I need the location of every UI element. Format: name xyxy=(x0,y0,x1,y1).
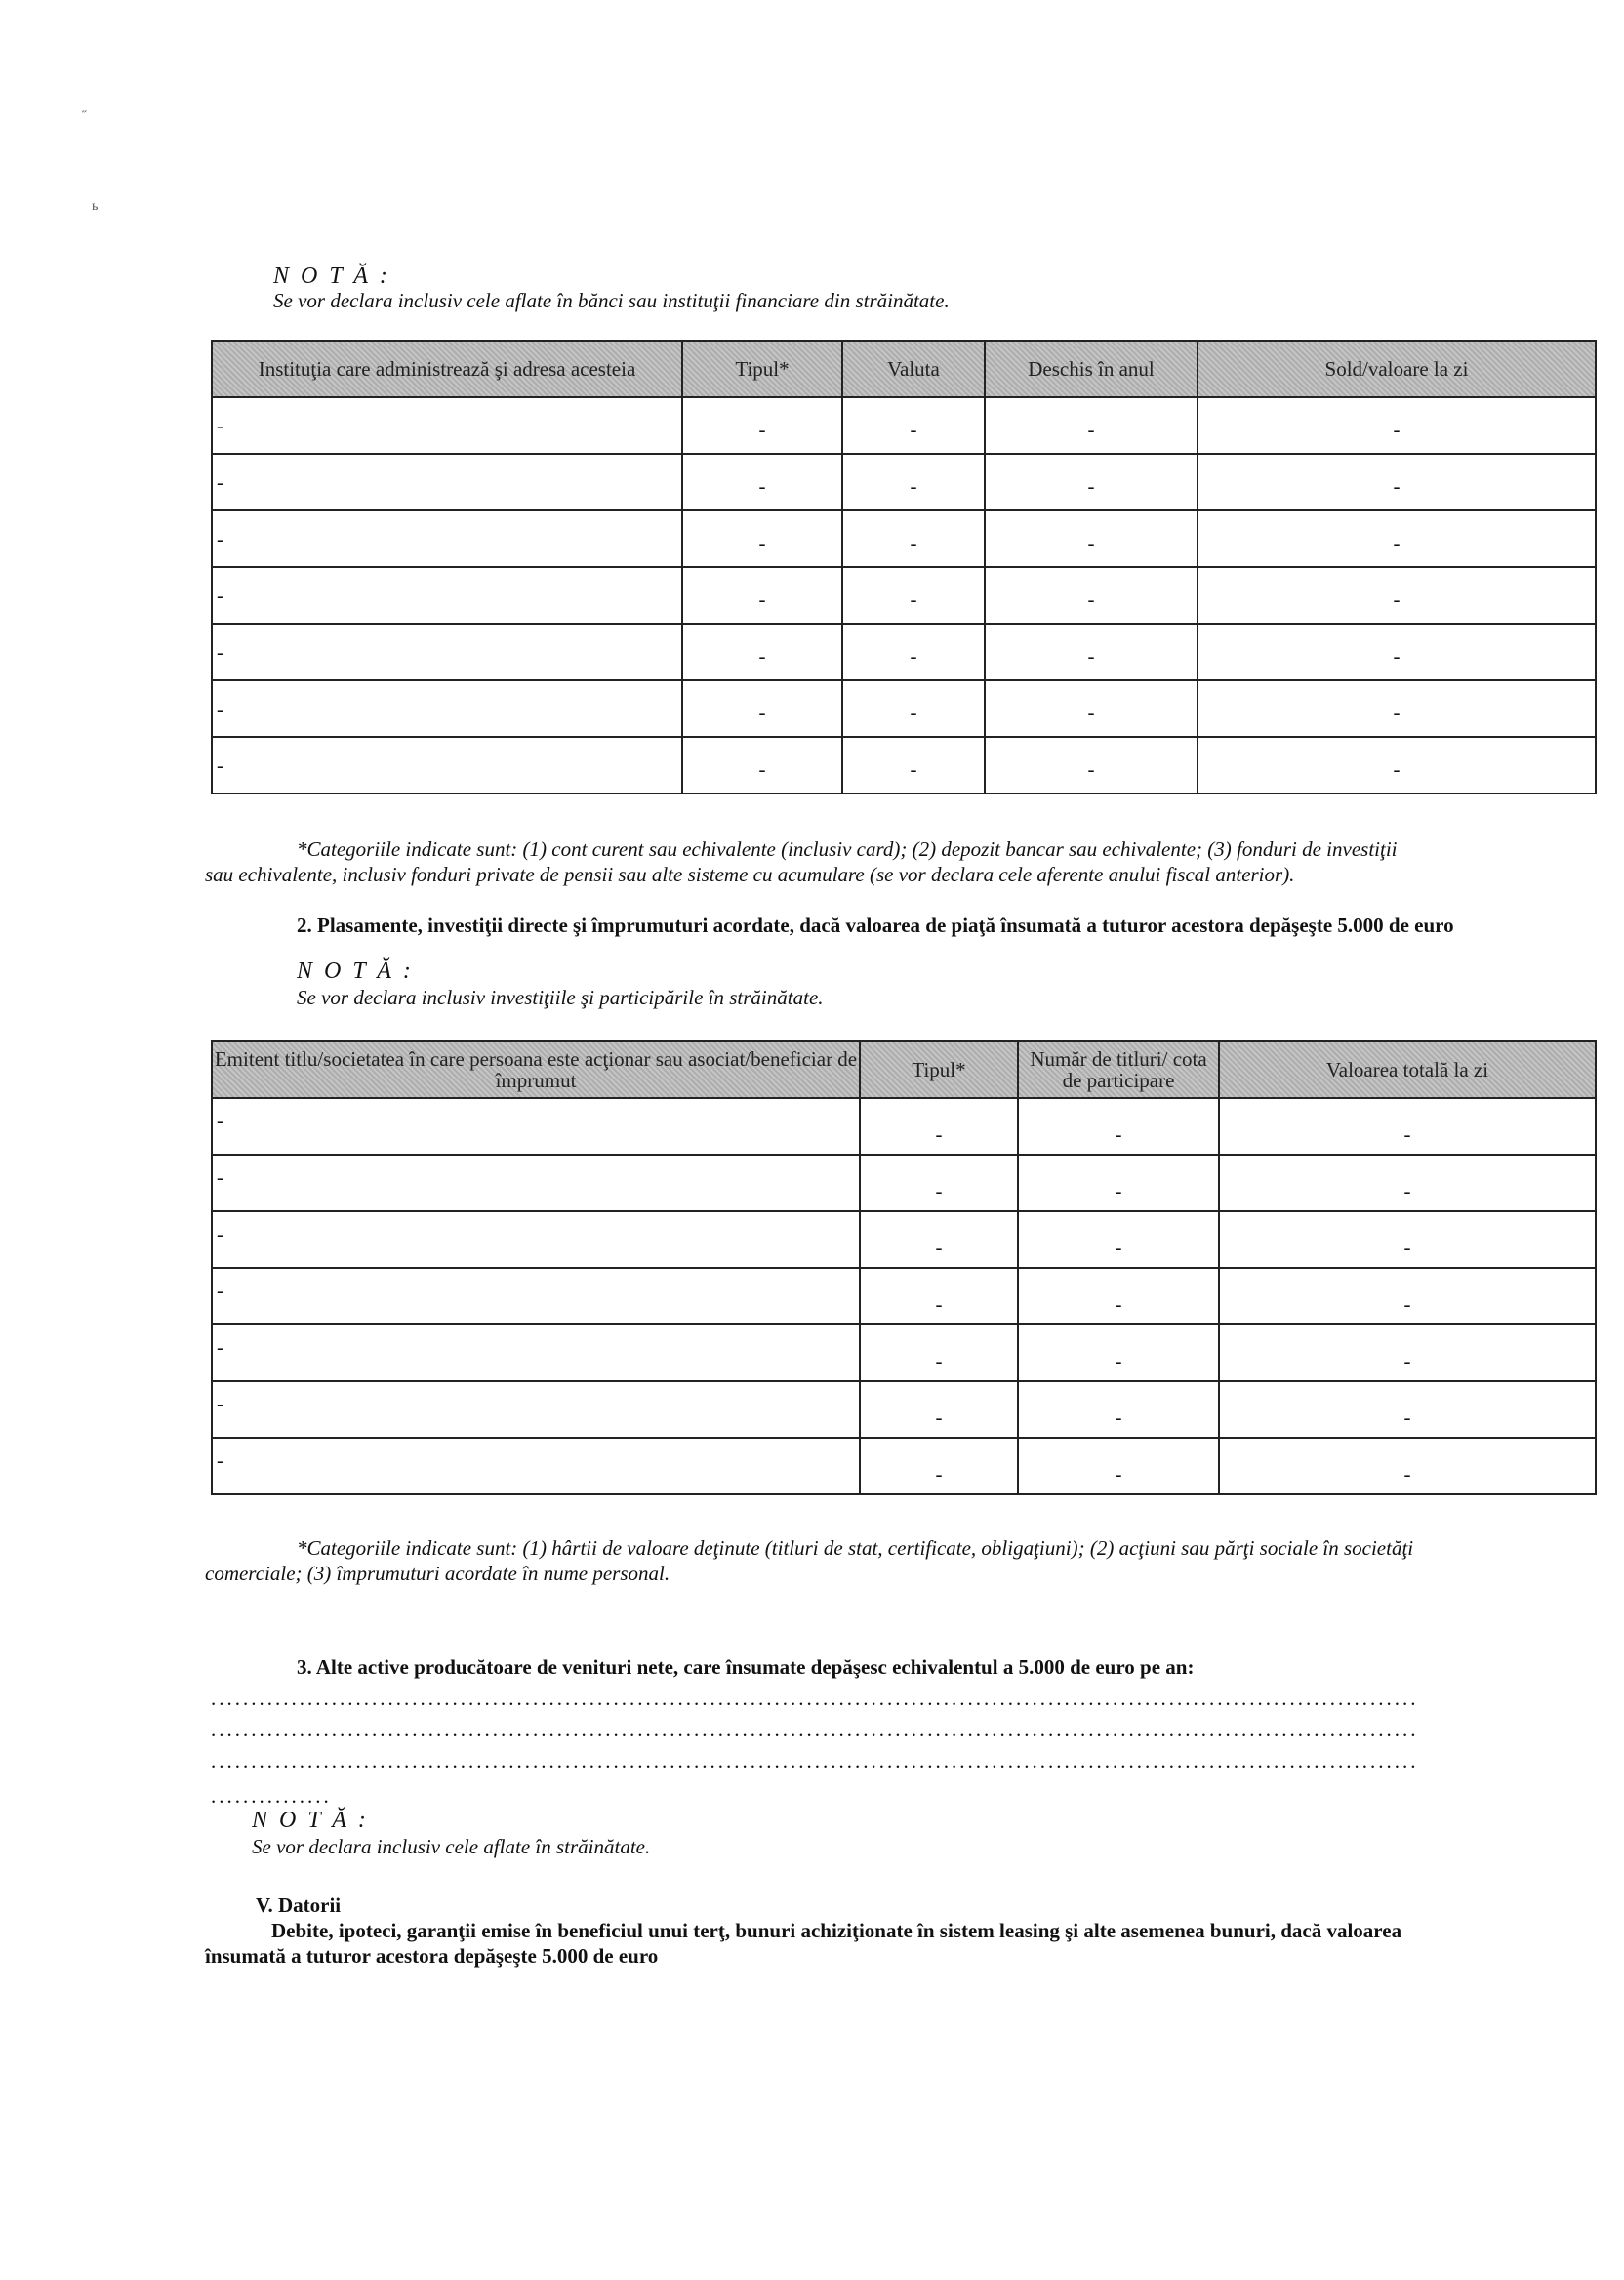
table-cell: - xyxy=(758,701,766,724)
table-cell: - xyxy=(1087,531,1095,554)
table-cell: - xyxy=(1087,701,1095,724)
table-cell: - xyxy=(217,1392,223,1415)
table-row xyxy=(212,567,1596,624)
table-row xyxy=(212,1098,1596,1155)
table-cell: - xyxy=(217,584,223,607)
table-cell: - xyxy=(910,644,917,668)
table-cell: - xyxy=(1403,1179,1411,1202)
dotted-line: ...................................................................................................................................................... xyxy=(211,1687,1419,1710)
table-cell: - xyxy=(217,470,223,494)
table-cell: - xyxy=(1115,1236,1122,1259)
margin-mark: ь xyxy=(92,199,99,214)
table-cell: - xyxy=(1115,1292,1122,1316)
table-cell: - xyxy=(1087,757,1095,781)
table-row xyxy=(212,454,1596,510)
note-title: N O T Ă : xyxy=(297,958,414,984)
bank-accounts-table xyxy=(211,340,1597,794)
dotted-line: ...................................................................................................................................................... xyxy=(211,1749,1419,1772)
table-cell: - xyxy=(1393,531,1401,554)
column-header: Instituţia care administrează şi adresa acesteia xyxy=(212,341,682,397)
table-cell: - xyxy=(758,588,766,611)
footnote: sau echivalente, inclusiv fonduri private de pensii sau alte sisteme cu acumulare (se vor declara cele aferente anului fiscal anterior). xyxy=(205,863,1295,886)
table-cell: - xyxy=(758,474,766,498)
table-cell: - xyxy=(217,640,223,664)
table-cell: - xyxy=(1115,1405,1122,1429)
table-row xyxy=(212,1268,1596,1324)
note-text: Se vor declara inclusiv cele aflate în bănci sau instituţii financiare din străinătate. xyxy=(273,289,950,312)
table-cell: - xyxy=(217,753,223,777)
table-cell: - xyxy=(217,1335,223,1359)
table-cell: - xyxy=(1087,474,1095,498)
column-header: Deschis în anul xyxy=(985,341,1198,397)
dotted-line: ............... xyxy=(211,1784,332,1808)
table-cell: - xyxy=(1403,1292,1411,1316)
table-cell: - xyxy=(935,1292,943,1316)
table-cell: - xyxy=(910,474,917,498)
column-header: Sold/valoare la zi xyxy=(1198,341,1596,397)
table-cell: - xyxy=(1403,1462,1411,1486)
table-row xyxy=(212,510,1596,567)
table-cell: - xyxy=(935,1122,943,1146)
table-row xyxy=(212,680,1596,737)
note-text: Se vor declara inclusiv investiţiile şi participările în străinătate. xyxy=(297,986,824,1009)
table-cell: - xyxy=(1115,1179,1122,1202)
table-cell: - xyxy=(758,757,766,781)
table-cell: - xyxy=(1393,701,1401,724)
table-cell: - xyxy=(910,418,917,441)
dotted-line: ...................................................................................................................................................... xyxy=(211,1718,1419,1741)
table-cell: - xyxy=(1087,588,1095,611)
table-cell: - xyxy=(1393,418,1401,441)
table-cell: - xyxy=(1403,1349,1411,1372)
table-cell: - xyxy=(217,1165,223,1189)
table-row xyxy=(212,624,1596,680)
table-cell: - xyxy=(935,1236,943,1259)
table-cell: - xyxy=(217,414,223,437)
footnote: *Categoriile indicate sunt: (1) cont curent sau echivalente (inclusiv card); (2) depozit bancar sau echivalente; (3) fonduri de investiţii xyxy=(297,837,1398,861)
section-heading: 2. Plasamente, investiţii directe şi împrumuturi acordate, dacă valoarea de piaţă însumată a tuturor acestora depăşeşte 5.000 de euro xyxy=(297,914,1454,937)
column-header: Tipul* xyxy=(682,341,842,397)
table-cell: - xyxy=(1403,1122,1411,1146)
table-cell: - xyxy=(935,1405,943,1429)
section-heading: 3. Alte active producătoare de venituri nete, care însumate depăşesc echivalentul a 5.000 de euro pe an: xyxy=(297,1655,1195,1679)
table-row xyxy=(212,737,1596,794)
table-cell: - xyxy=(1403,1236,1411,1259)
table-cell: - xyxy=(1087,418,1095,441)
table-cell: - xyxy=(217,527,223,550)
table-cell: - xyxy=(217,1448,223,1472)
table-cell: - xyxy=(1115,1462,1122,1486)
table-cell: - xyxy=(1393,757,1401,781)
table-cell: - xyxy=(910,757,917,781)
column-header: Emitent titlu/societatea în care persoana este acţionar sau asociat/beneficiar de împrumut xyxy=(212,1041,860,1098)
footnote: comerciale; (3) împrumuturi acordate în nume personal. xyxy=(205,1562,670,1585)
table-cell: - xyxy=(217,1109,223,1132)
column-header: Valuta xyxy=(842,341,985,397)
table-cell: - xyxy=(1115,1349,1122,1372)
table-cell: - xyxy=(1393,588,1401,611)
table-cell: - xyxy=(935,1179,943,1202)
note-title: N O T Ă : xyxy=(273,264,390,289)
table-row xyxy=(212,1381,1596,1438)
table-row xyxy=(212,397,1596,454)
table-cell: - xyxy=(217,697,223,720)
table-cell: - xyxy=(758,531,766,554)
note-title: N O T Ă : xyxy=(252,1808,369,1833)
table-cell: - xyxy=(758,644,766,668)
column-header: Număr de titluri/ cota de participare xyxy=(1018,1041,1219,1098)
section-text: însumată a tuturor acestora depăşeşte 5.000 de euro xyxy=(205,1944,659,1968)
table-cell: - xyxy=(910,701,917,724)
investments-table xyxy=(211,1040,1597,1495)
section-title: V. Datorii xyxy=(256,1893,342,1917)
table-cell: - xyxy=(1403,1405,1411,1429)
table-row xyxy=(212,1211,1596,1268)
table-row xyxy=(212,1155,1596,1211)
table-cell: - xyxy=(935,1349,943,1372)
table-cell: - xyxy=(217,1222,223,1245)
note-text: Se vor declara inclusiv cele aflate în străinătate. xyxy=(252,1835,651,1858)
table-cell: - xyxy=(1115,1122,1122,1146)
column-header: Tipul* xyxy=(860,1041,1018,1098)
column-header: Valoarea totală la zi xyxy=(1219,1041,1596,1098)
margin-mark: ˝ xyxy=(82,109,87,124)
table-cell: - xyxy=(910,531,917,554)
table-cell: - xyxy=(758,418,766,441)
table-cell: - xyxy=(1087,644,1095,668)
table-cell: - xyxy=(1393,474,1401,498)
footnote: *Categoriile indicate sunt: (1) hârtii de valoare deţinute (titluri de stat, certificate, obligaţiuni); (2) acţiuni sau părţi sociale în societăţi xyxy=(297,1536,1414,1560)
section-text: Debite, ipoteci, garanţii emise în beneficiul unui terţ, bunuri achiziţionate în sistem leasing şi alte asemenea bunuri, dacă valoarea xyxy=(271,1919,1402,1942)
table-cell: - xyxy=(910,588,917,611)
table-cell: - xyxy=(217,1279,223,1302)
table-cell: - xyxy=(1393,644,1401,668)
table-row xyxy=(212,1324,1596,1381)
table-cell: - xyxy=(935,1462,943,1486)
table-row xyxy=(212,1438,1596,1494)
